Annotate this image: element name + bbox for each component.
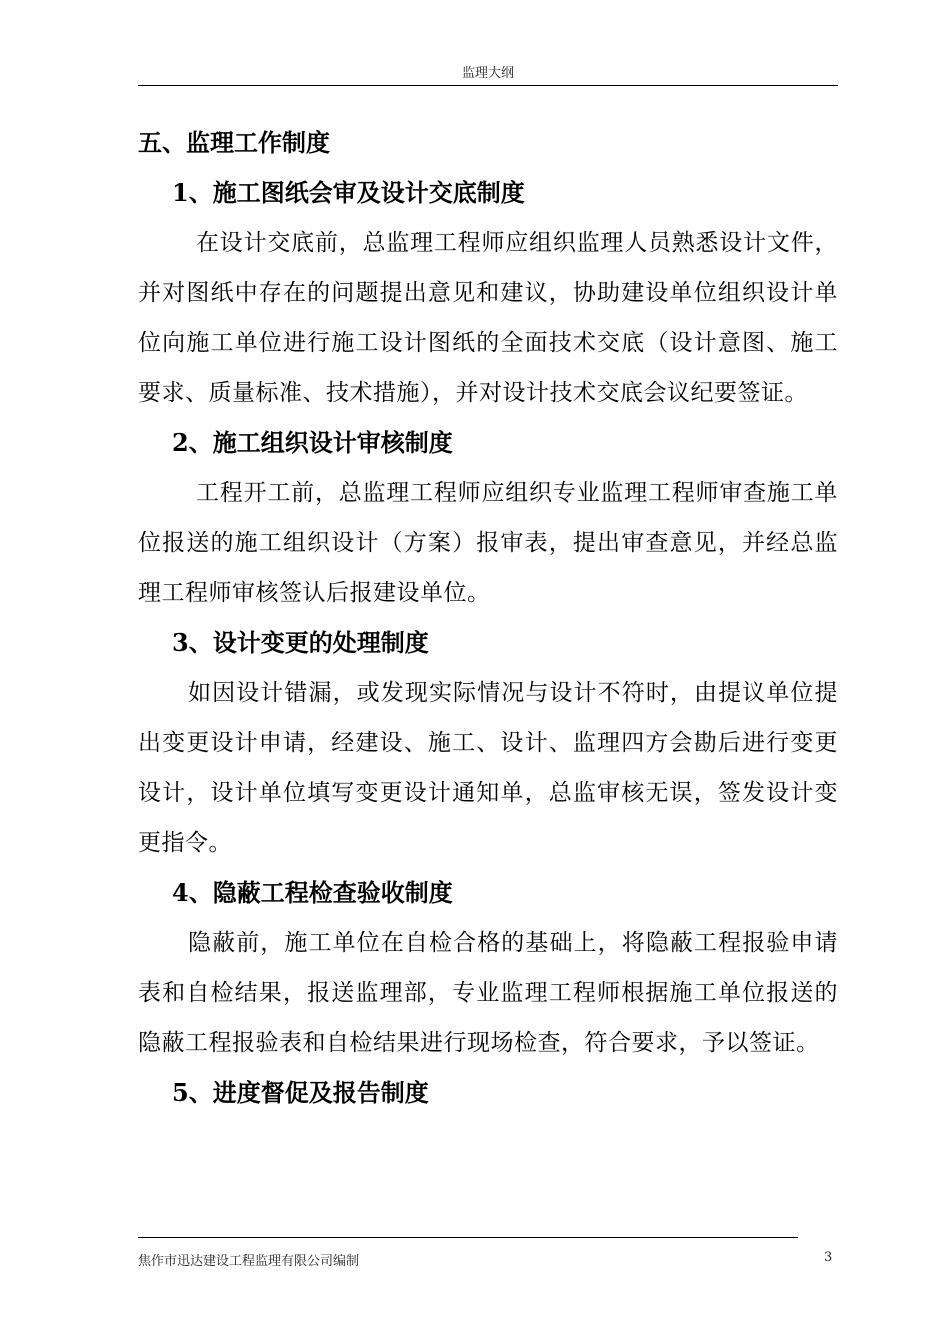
- subsection-heading-3: 3、设计变更的处理制度: [172, 628, 429, 657]
- page-header-title: 监理大纲: [461, 66, 514, 81]
- footer-company: 焦作市迅达建设工程监理有限公司编制: [138, 1254, 360, 1269]
- subsection-heading-2: 2、施工组织设计审核制度: [172, 428, 453, 457]
- subsection-body-1: 在设计交底前，总监理工程师应组织监理人员熟悉设计文件，并对图纸中存在的问题提出意见和建议，协助建设单位组织设计单位向施工单位进行施工设计图纸的全面技术交底（设计意图、施工要求、质量标准、技术措施），并对设计技术交底会议纪要签证。: [138, 230, 838, 406]
- subsection-body-4: 隐蔽前，施工单位在自检合格的基础上，将隐蔽工程报验申请表和自检结果，报送监理部，专业监理工程师根据施工单位报送的隐蔽工程报验表和自检结果进行现场检查，符合要求，予以签证。: [138, 930, 838, 1056]
- page-number: 3: [824, 1250, 833, 1265]
- subsection-heading-5: 5、进度督促及报告制度: [172, 1078, 429, 1107]
- document-body: [138, 118, 838, 1118]
- header-divider: [138, 85, 838, 86]
- footer-divider: [138, 1237, 798, 1238]
- subsection-body-3: 如因设计错漏，或发现实际情况与设计不符时，由提议单位提出变更设计申请，经建设、施工、设计、监理四方会勘后进行变更设计，设计单位填写变更设计通知单，总监审核无误，签发设计变更指令。: [138, 680, 838, 856]
- subsection-heading-1: 1、施工图纸会审及设计交底制度: [172, 178, 525, 207]
- subsection-heading-4: 4、隐蔽工程检查验收制度: [172, 878, 453, 907]
- subsection-body-2: 工程开工前，总监理工程师应组织专业监理工程师审查施工单位报送的施工组织设计（方案）报审表，提出审查意见，并经总监理工程师审核签认后报建设单位。: [138, 480, 838, 606]
- section-title: 五、监理工作制度: [138, 128, 330, 157]
